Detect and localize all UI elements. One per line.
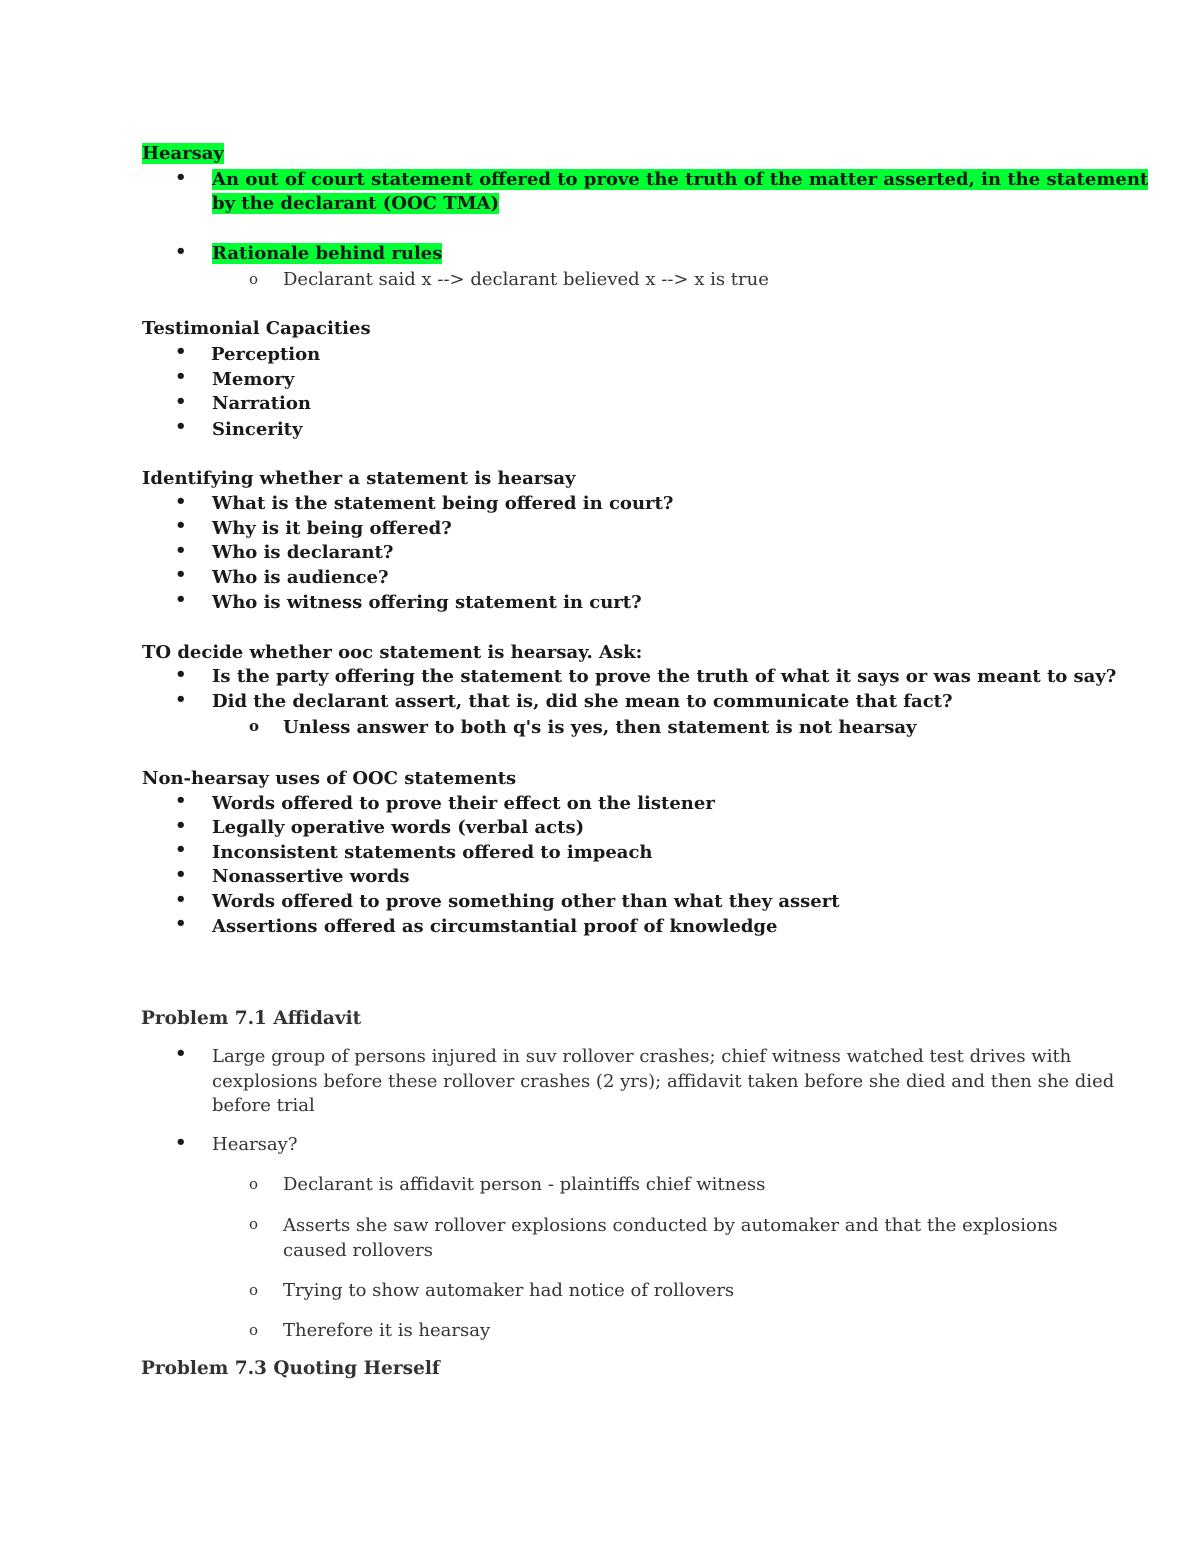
problem-7-1-sub-2-line: caused rollovers xyxy=(283,1240,433,1261)
problem-7-1-sub-2-line: Asserts she saw rollover explosions conducted by automaker and that the explosions xyxy=(283,1215,1058,1236)
identifying-item: What is the statement being offered in court? xyxy=(212,493,674,514)
identifying-item: Why is it being offered? xyxy=(212,518,452,539)
problem-7-1-sub-3: Trying to show automaker had notice of rollovers xyxy=(283,1280,735,1301)
decide-item: Did the declarant assert, that is, did she mean to communicate that fact? xyxy=(212,691,953,712)
problem-7-1-heading: Problem 7.1 Affidavit xyxy=(141,1008,362,1029)
sub-bullet-icon: o xyxy=(249,1321,259,1339)
problem-7-3-heading: Problem 7.3 Quoting Herself xyxy=(141,1358,440,1379)
problem-7-1-bullet-2: Hearsay? xyxy=(212,1134,298,1155)
bullet-icon: • xyxy=(175,664,187,685)
hearsay-definition-line-1: An out of court statement offered to prove the truth of the matter asserted, in the statement xyxy=(212,169,1149,190)
identifying-heading: Identifying whether a statement is hearsay xyxy=(142,468,576,489)
testimonial-item: Sincerity xyxy=(212,419,303,440)
decide-sub: Unless answer to both q's is yes, then statement is not hearsay xyxy=(283,717,917,738)
problem-7-1-bullet-1-line: cexplosions before these rollover crashes (2 yrs); affidavit taken before she died and then she died xyxy=(212,1071,1115,1092)
nonhearsay-heading: Non-hearsay uses of OOC statements xyxy=(142,768,517,789)
bullet-icon: • xyxy=(175,889,187,910)
bullet-icon: • xyxy=(175,1132,187,1153)
bullet-icon: • xyxy=(175,1043,187,1064)
decide-item: Is the party offering the statement to prove the truth of what it says or was meant to say? xyxy=(212,666,1117,687)
bullet-icon: • xyxy=(175,689,187,710)
bullet-icon: • xyxy=(175,167,187,188)
bullet-icon: • xyxy=(175,391,187,412)
nonhearsay-item: Words offered to prove something other than what they assert xyxy=(212,891,840,912)
nonhearsay-item: Assertions offered as circumstantial proof of knowledge xyxy=(212,916,778,937)
hearsay-definition-line-2: by the declarant (OOC TMA) xyxy=(212,193,500,214)
bullet-icon: • xyxy=(175,515,187,536)
sub-bullet-icon: o xyxy=(249,1215,259,1233)
problem-7-1-bullet-1-line: Large group of persons injured in suv rollover crashes; chief witness watched test drives with xyxy=(212,1046,1072,1067)
bullet-icon: • xyxy=(175,491,187,512)
problem-7-1-sub-4: Therefore it is hearsay xyxy=(283,1320,491,1341)
bullet-icon: • xyxy=(175,815,187,836)
nonhearsay-item: Inconsistent statements offered to impeach xyxy=(212,842,653,863)
sub-bullet-icon: o xyxy=(249,270,259,288)
bullet-icon: • xyxy=(175,241,187,262)
testimonial-heading: Testimonial Capacities xyxy=(142,318,371,339)
identifying-item: Who is witness offering statement in curt? xyxy=(212,592,642,613)
bullet-icon: • xyxy=(175,589,187,610)
problem-7-1-bullet-1-line: before trial xyxy=(212,1095,315,1116)
bullet-icon: • xyxy=(175,790,187,811)
sub-bullet-icon: o xyxy=(249,1175,259,1193)
bullet-icon: • xyxy=(175,366,187,387)
nonhearsay-item: Nonassertive words xyxy=(212,866,410,887)
bullet-icon: • xyxy=(175,540,187,561)
identifying-item: Who is audience? xyxy=(212,567,389,588)
bullet-icon: • xyxy=(175,416,187,437)
bullet-icon: • xyxy=(175,341,187,362)
hearsay-rationale-sub: Declarant said x --> declarant believed x --> x is true xyxy=(283,269,769,290)
bullet-icon: • xyxy=(175,864,187,885)
bullet-icon: • xyxy=(175,839,187,860)
bullet-icon: • xyxy=(175,564,187,585)
testimonial-item: Narration xyxy=(212,393,311,414)
hearsay-rationale: Rationale behind rules xyxy=(212,243,443,264)
problem-7-1-sub-1: Declarant is affidavit person - plaintiffs chief witness xyxy=(283,1174,766,1195)
sub-bullet-icon: o xyxy=(249,1281,259,1299)
nonhearsay-item: Legally operative words (verbal acts) xyxy=(212,817,585,838)
decide-heading: TO decide whether ooc statement is hearsay. Ask: xyxy=(142,642,643,663)
nonhearsay-item: Words offered to prove their effect on the listener xyxy=(212,793,715,814)
sub-bullet-icon: o xyxy=(249,717,260,735)
hearsay-heading: Hearsay xyxy=(142,143,224,164)
testimonial-item: Memory xyxy=(212,369,295,390)
testimonial-item: Perception xyxy=(211,344,321,365)
identifying-item: Who is declarant? xyxy=(212,542,394,563)
bullet-icon: • xyxy=(175,913,187,934)
